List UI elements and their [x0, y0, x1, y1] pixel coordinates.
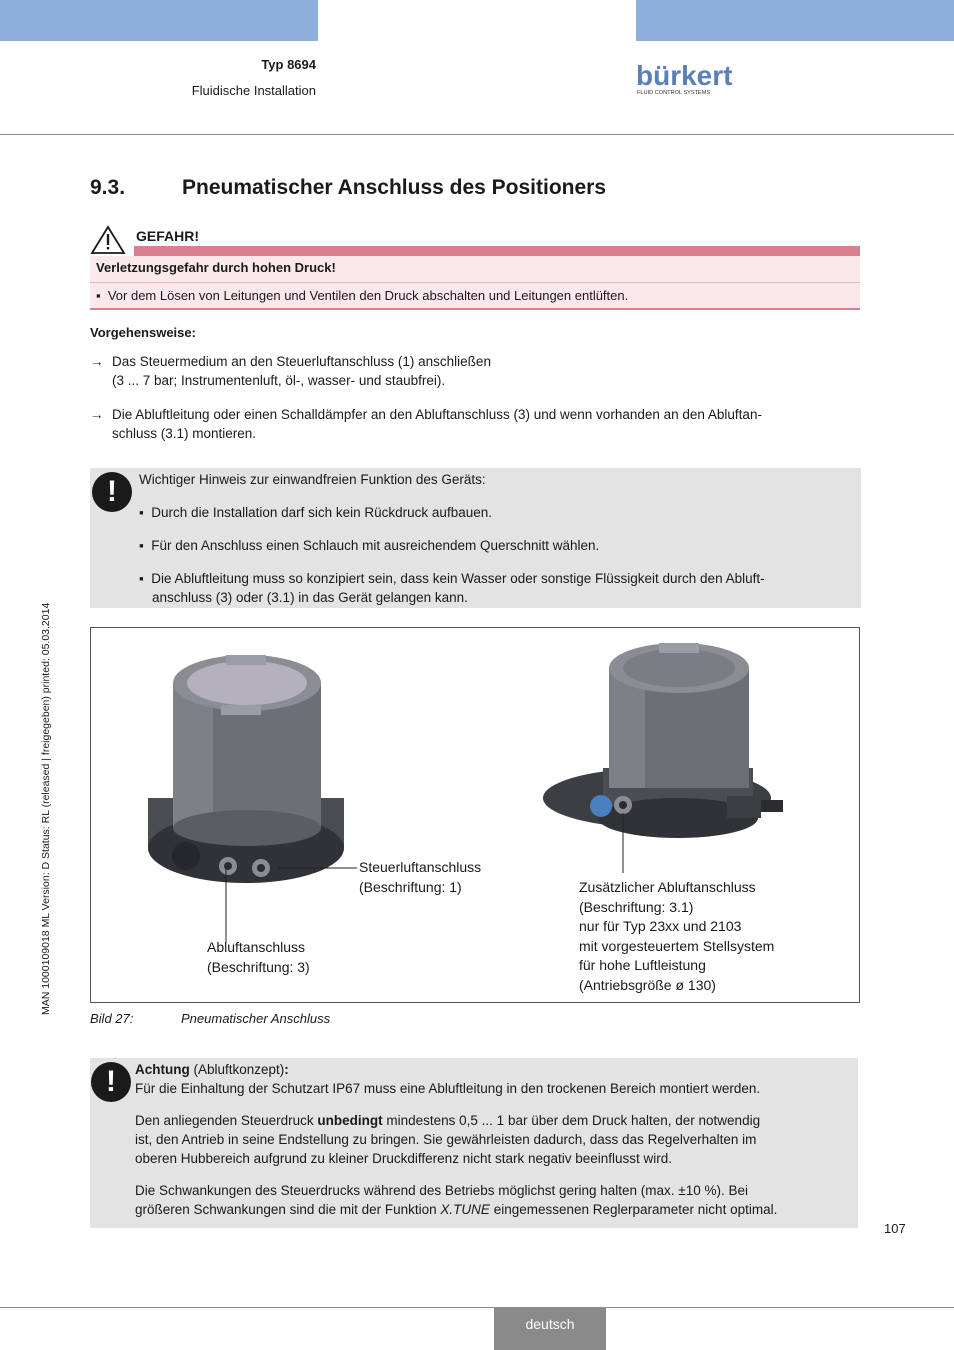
procedure-step: → Das Steuermedium an den Steuerluftanschluss (1) anschließen (3 ... 7 bar; Instrumentenluft, öl-, wasser- und staubfrei).	[90, 354, 491, 388]
procedure-step: → Die Abluftleitung oder einen Schalldämpfer an den Abluftanschluss (3) und wenn vorhanden an den Abluftan- schluss (3.1) montieren.	[90, 407, 762, 441]
warning-triangle-icon	[90, 225, 126, 260]
label-steuerluftanschluss: Steuerluftanschluss (Beschriftung: 1)	[359, 859, 482, 895]
section-title: Pneumatischer Anschluss des Positioners	[182, 176, 607, 199]
brand-name: bürkert	[636, 60, 733, 91]
note-bullet: ▪ Durch die Installation darf sich kein Rückdruck aufbauen.	[139, 505, 492, 520]
label-zusaetzlicher-abluftanschluss: Zusätzlicher Abluftanschluss (Beschriftung: 3.1) nur für Typ 23xx und 2103 mit vorgesteuertem Stellsystem für hohe Luftleistung (Antriebsgröße ø 130)	[579, 879, 775, 993]
header-type: Typ 8694	[261, 57, 316, 72]
language-tab: deutsch	[494, 1308, 606, 1350]
section-heading	[90, 176, 606, 200]
danger-divider	[90, 282, 860, 283]
note-bullet: ▪ Für den Anschluss einen Schlauch mit ausreichendem Querschnitt wählen.	[139, 538, 600, 553]
footer-rule	[0, 1307, 954, 1308]
document-sidebar: MAN 1000109018 ML Version: D Status: RL (released | freigegeben) printed: 05.03.2014	[40, 602, 52, 1015]
exclamation-icon: !	[91, 1062, 131, 1102]
header-subtitle: Fluidische Installation	[191, 83, 316, 98]
positioner-left-image	[148, 655, 344, 883]
label-abluftanschluss: Abluftanschluss (Beschriftung: 3)	[207, 939, 310, 975]
page-number: 107	[884, 1221, 906, 1236]
header-rule	[0, 134, 954, 135]
attention-text: Achtung (Abluftkonzept): Für die Einhaltung der Schutzart IP67 muss eine Abluftleitung in den trockenen Bereich montiert werden. Den anliegenden Steuerdruck unbedingt mindestens 0,5 ... 1 bar über dem Druck halten, der notwendig ist, den Antrieb in seine Endstellung zu bringen. Sie gewährleisten dadurch, dass das Regelverhalten im oberen Hubbereich aufgrund zu kleiner Druckdifferenz nicht stark negativ beeinflusst wird. Die Schwankungen des Steuerdrucks während des Betriebs möglichst gering halten (max. ±10 %). Bei größeren Schwankungen sind die mit der Funktion X.TUNE eingemessenen Reglerparameter nicht optimal.	[135, 1062, 778, 1217]
danger-bullet: ▪ Vor dem Lösen von Leitungen und Ventilen den Druck abschalten und Leitungen entlüften.	[96, 288, 629, 303]
procedure-heading: Vorgehensweise:	[90, 325, 196, 340]
note-bullet: ▪ Die Abluftleitung muss so konzipiert sein, dass kein Wasser oder sonstige Flüssigkeit durch den Abluft- anschluss (3) oder (3.1) in das Gerät gelangen kann.	[139, 571, 765, 605]
danger-label: GEFAHR!	[136, 228, 199, 244]
brand-tagline: FLUID CONTROL SYSTEMS	[637, 90, 711, 96]
note-intro: Wichtiger Hinweis zur einwandfreien Funktion des Geräts:	[139, 472, 486, 487]
exclamation-icon: !	[92, 472, 132, 512]
danger-bar	[134, 246, 860, 256]
brand-logo	[636, 59, 736, 99]
header-band-right	[636, 0, 954, 41]
figure-caption: Bild 27: Pneumatischer Anschluss	[90, 1011, 331, 1026]
section-number: 9.3.	[90, 176, 126, 199]
header-band-left	[0, 0, 318, 41]
positioner-right-image	[543, 643, 783, 838]
danger-headline: Verletzungsgefahr durch hohen Druck!	[96, 260, 336, 275]
